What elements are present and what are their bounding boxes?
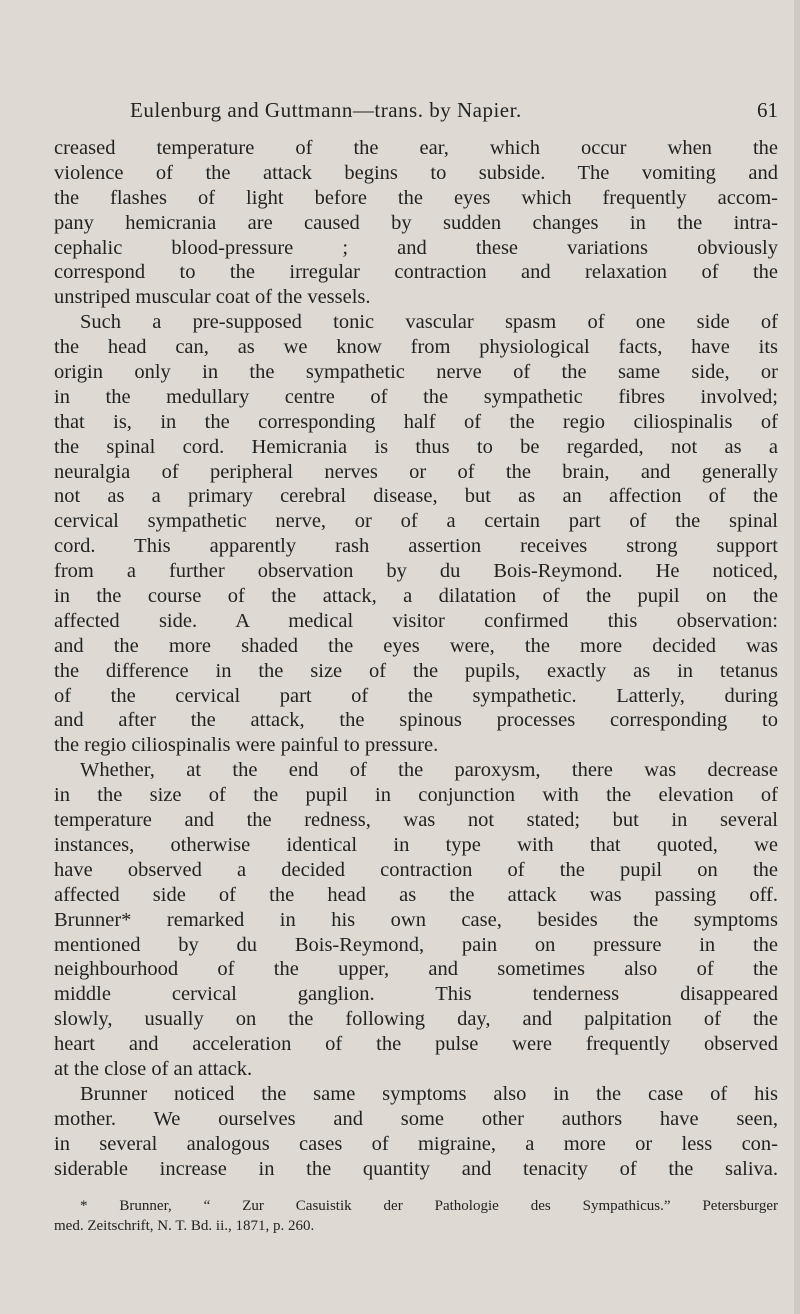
text-line: correspond to the irregular contraction and relaxation of the bbox=[54, 261, 778, 284]
text-line: violence of the attack begins to subside. The vomiting and bbox=[54, 161, 778, 184]
text-line: have observed a decided contraction of the pupil on the bbox=[54, 858, 778, 881]
footnote bbox=[54, 1196, 778, 1236]
text-line: neuralgia of peripheral nerves or of the brain, and generally bbox=[54, 460, 778, 483]
text-line: cephalic blood-pressure ; and these variations obviously bbox=[54, 236, 778, 259]
text-line: in the size of the pupil in conjunction with the elevation of bbox=[54, 784, 778, 807]
footnote-line: med. Zeitschrift, N. T. Bd. ii., 1871, p. 260. bbox=[54, 1218, 315, 1234]
page-number: 61 bbox=[757, 98, 778, 122]
text-line: pany hemicrania are caused by sudden changes in the intra- bbox=[54, 211, 778, 234]
text-line: siderable increase in the quantity and tenacity of the saliva. bbox=[54, 1157, 778, 1180]
text-line: instances, otherwise identical in type with that quoted, we bbox=[54, 833, 778, 856]
text-line: cervical sympathetic nerve, or of a certain part of the spinal bbox=[54, 510, 778, 533]
text-line: the regio ciliospinalis were painful to pressure. bbox=[54, 734, 439, 757]
text-line: origin only in the sympathetic nerve of the same side, or bbox=[54, 361, 778, 384]
text-line: and the more shaded the eyes were, the more decided was bbox=[54, 634, 778, 657]
text-line: Brunner noticed the same symptoms also in the case of his bbox=[80, 1082, 778, 1105]
text-line: the flashes of light before the eyes which frequently accom- bbox=[54, 186, 778, 209]
text-line: heart and acceleration of the pulse were frequently observed bbox=[54, 1033, 778, 1056]
page-header bbox=[130, 98, 778, 128]
text-line: not as a primary cerebral disease, but as an affection of the bbox=[54, 485, 778, 508]
text-line: the head can, as we know from physiological facts, have its bbox=[54, 336, 778, 359]
text-line: mother. We ourselves and some other authors have seen, bbox=[54, 1107, 778, 1130]
text-line: the spinal cord. Hemicrania is thus to be regarded, not as a bbox=[54, 435, 778, 458]
text-line: middle cervical ganglion. This tenderness disappeared bbox=[54, 983, 778, 1006]
page-edge bbox=[794, 0, 800, 1314]
text-line: Such a pre-supposed tonic vascular spasm of one side of bbox=[80, 311, 778, 334]
text-line: the difference in the size of the pupils, exactly as in tetanus bbox=[54, 659, 778, 682]
body-text bbox=[54, 136, 778, 1181]
text-line: creased temperature of the ear, which occur when the bbox=[54, 137, 778, 159]
text-line: in the course of the attack, a dilatation of the pupil on the bbox=[54, 585, 778, 608]
text-line: neighbourhood of the upper, and sometimes also of the bbox=[54, 958, 778, 981]
text-line: in several analogous cases of migraine, a more or less con- bbox=[54, 1132, 778, 1155]
text-line: Whether, at the end of the paroxysm, there was decrease bbox=[80, 759, 778, 782]
text-line: temperature and the redness, was not stated; but in several bbox=[54, 809, 778, 832]
text-line: of the cervical part of the sympathetic. Latterly, during bbox=[54, 684, 778, 707]
footnote-line: * Brunner, “ Zur Casuistik der Pathologie des Sympathicus.” Petersburger bbox=[80, 1198, 778, 1214]
text-line: at the close of an attack. bbox=[54, 1057, 253, 1080]
text-line: affected side of the head as the attack was passing off. bbox=[54, 883, 778, 906]
text-line: unstriped muscular coat of the vessels. bbox=[54, 286, 371, 309]
text-line: in the medullary centre of the sympathetic fibres involved; bbox=[54, 385, 778, 408]
text-line: affected side. A medical visitor confirmed this observation: bbox=[54, 609, 778, 632]
text-line: from a further observation by du Bois-Reymond. He noticed, bbox=[54, 560, 778, 583]
text-line: Brunner* remarked in his own case, besides the symptoms bbox=[54, 908, 778, 931]
text-line: cord. This apparently rash assertion receives strong support bbox=[54, 535, 778, 558]
text-line: that is, in the corresponding half of the regio ciliospinalis of bbox=[54, 410, 778, 433]
text-line: and after the attack, the spinous processes corresponding to bbox=[54, 709, 778, 732]
running-head: Eulenburg and Guttmann—trans. by Napier. bbox=[130, 98, 522, 122]
text-line: mentioned by du Bois-Reymond, pain on pressure in the bbox=[54, 933, 778, 956]
text-line: slowly, usually on the following day, and palpitation of the bbox=[54, 1008, 778, 1031]
